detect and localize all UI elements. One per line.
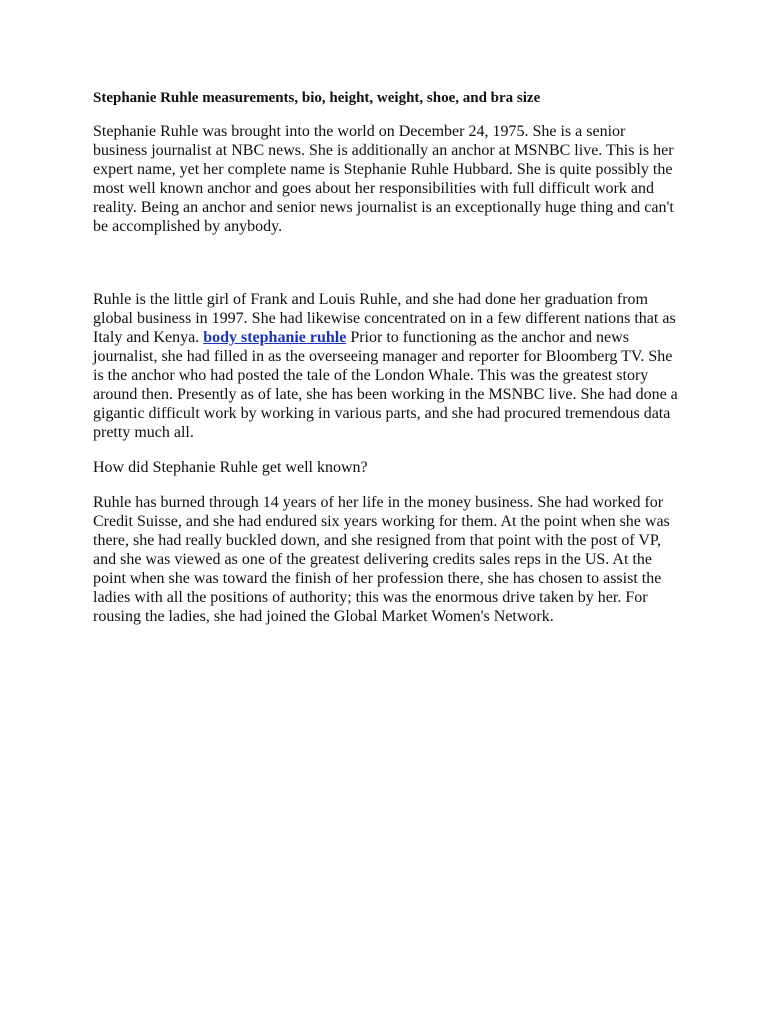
paragraph-background [93,290,683,442]
section-question: How did Stephanie Ruhle get well known? [93,459,368,476]
document-body [93,88,683,642]
paragraph-background-text-end: journalist, she had filled in as the overseeing manager and reporter for Bloomberg TV. She is the anchor who had posted the tale of the London Whale. This was the greatest story around then. Presently as of late, she has been working in the MSNBC live. She had done a gigantic difficult work by working in various parts, and she had procured tremendous data pretty much all. [93,348,678,441]
document-title: Stephanie Ruhle measurements, bio, height, weight, shoe, and bra size [93,90,541,106]
body-stephanie-ruhle-link[interactable]: body stephanie ruhle [203,329,347,346]
paragraph-career: Ruhle has burned through 14 years of her life in the money business. She had worked for Credit Suisse, and she had endured six years working for them. At the point when she was there, she had really buckled down, and she resigned from that point with the post of VP, and she was viewed as one of the greatest delivering credits sales reps in the US. At the point when she was toward the finish of her profession there, she has chosen to assist the ladies with all the positions of authority; this was the enormous drive taken by her. For rousing the ladies, she had joined the Global Market Women's Network. [93,494,670,625]
paragraph-intro: Stephanie Ruhle was brought into the world on December 24, 1975. She is a senior business journalist at NBC news. She is additionally an anchor at MSNBC live. This is her expert name, yet her complete name is Stephanie Ruhle Hubbard. She is quite possibly the most well known anchor and goes about her responsibilities with full difficult work and reality. Being an anchor and senior news journalist is an exceptionally huge thing and can't be accomplished by anybody. [93,123,674,235]
paragraph-background-text-start: Ruhle is the little girl of Frank and Louis Ruhle, and she had done her graduation from global business in 1997. She had likewise concentrated on in a few different nations that as Italy and Kenya. [93,291,676,346]
paragraph-background-text-mid: Prior to functioning as the anchor and news [346,329,629,346]
